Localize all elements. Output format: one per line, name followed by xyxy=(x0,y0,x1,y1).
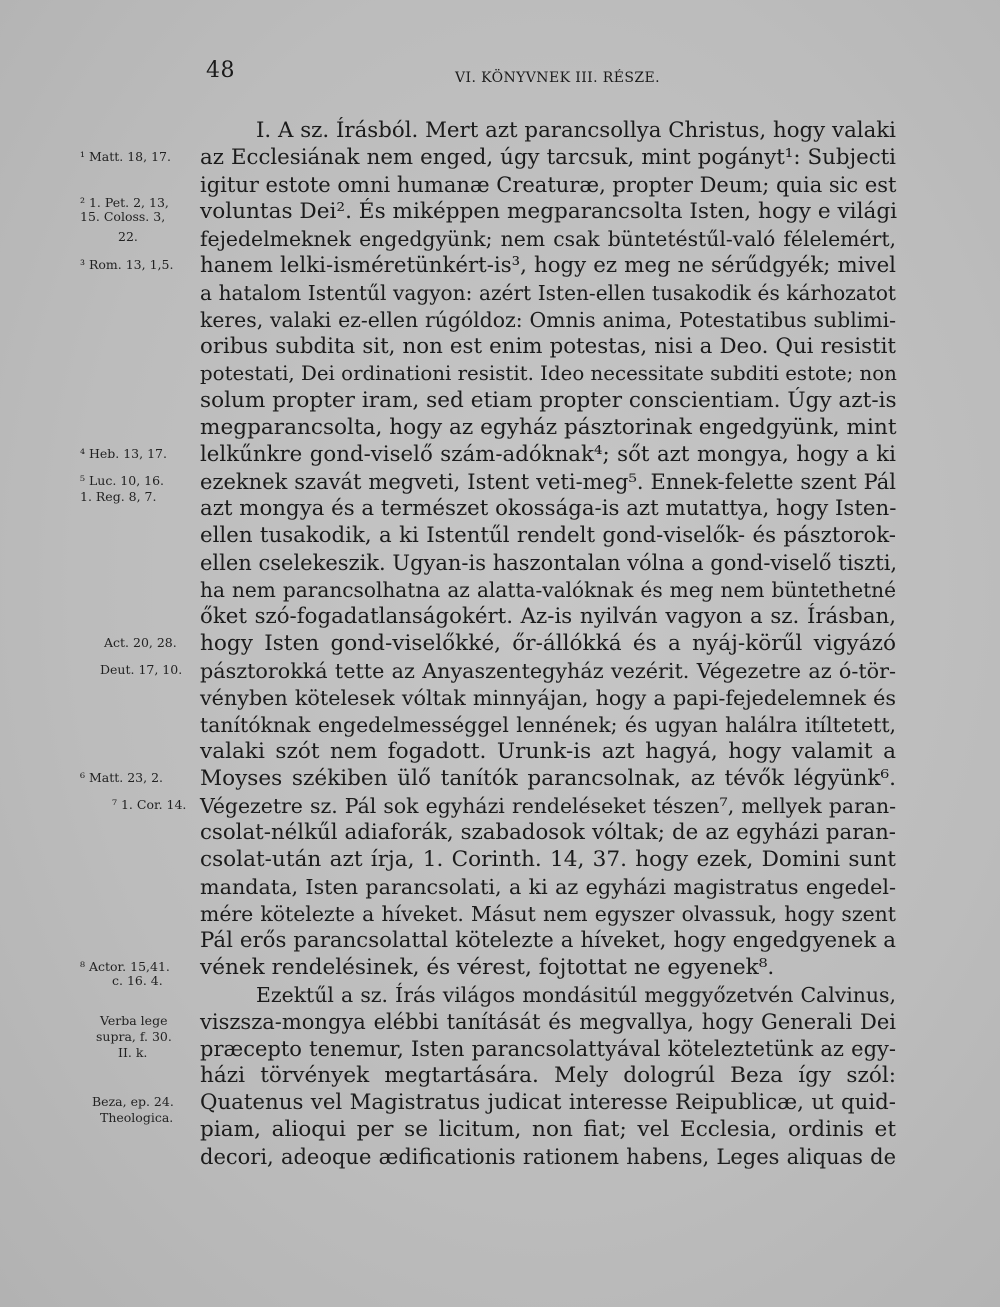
body-line: megparancsolta, hogy az egyház pásztorinak engedgyünk, mint xyxy=(200,415,897,440)
margin-note: Deut. 17, 10. xyxy=(100,662,183,677)
margin-note: ² 1. Pet. 2, 13, xyxy=(80,195,169,210)
body-line: piam, alioqui per se licitum, non fiat; vel Ecclesia, ordinis et xyxy=(200,1117,896,1142)
body-line: pásztorokká tette az Anyaszentegyház vezérit. Végezetre az ó-tör- xyxy=(200,659,896,683)
body-line: Végezetre sz. Pál sok egyházi rendeléseket tészen⁷, mellyek paran- xyxy=(200,794,896,818)
margin-note: ⁸ Actor. 15,41. xyxy=(80,959,170,974)
body-line: mére kötelezte a híveket. Másut nem egyszer olvassuk, hogy szent xyxy=(200,902,896,926)
body-line: keres, valaki ez-ellen rúgóldoz: Omnis anima, Potestatibus sublimi- xyxy=(200,308,896,332)
body-line: a hatalom Istentűl vagyon: azért Isten-ellen tusakodik és kárhozatot xyxy=(200,281,896,305)
body-line: præcepto tenemur, Isten parancsolattyával köteleztetünk az egy- xyxy=(200,1037,896,1061)
margin-note: ⁶ Matt. 23, 2. xyxy=(80,770,164,785)
body-line: őket szó-fogadatlanságokért. Az-is nyilván vagyon a sz. Írásban, xyxy=(200,604,896,629)
margin-note: supra, f. 30. xyxy=(96,1029,172,1044)
margin-note: II. k. xyxy=(118,1045,148,1060)
body-line: hanem lelki-isméretünkért-is³, hogy ez meg ne sérűdgyék; mivel xyxy=(200,253,896,278)
body-line: decori, adeoque ædificationis rationem habens, Leges aliquas de xyxy=(200,1145,896,1169)
body-line: potestati, Dei ordinationi resistit. Ideo necessitate subditi estote; non xyxy=(200,362,897,385)
body-line: fejedelmeknek engedgyünk; nem csak büntetéstűl-való félelemért, xyxy=(200,227,896,251)
body-line: házi törvények megtartására. Mely dologrúl Beza így szól: xyxy=(200,1063,896,1088)
body-line: tanítóknak engedelmességgel lennének; és ugyan halálra itíltetett, xyxy=(200,713,896,737)
body-line: Quatenus vel Magistratus judicat interesse Reipublicæ, ut quid- xyxy=(200,1090,896,1115)
body-line: lelkűnkre gond-viselő szám-adóknak⁴; sőt azt mongya, hogy a ki xyxy=(200,442,896,467)
body-line: Moyses székiben ülő tanítók parancsolnak, az tévők légyünk⁶. xyxy=(200,766,896,791)
body-line: azt mongya és a természet okossága-is azt mutattya, hogy Isten- xyxy=(200,496,897,521)
body-line: vének rendelésinek, és vérest, fojtottat ne egyenek⁸. xyxy=(200,955,775,980)
body-line: I. A sz. Írásból. Mert azt parancsollya Christus, hogy valaki xyxy=(256,118,896,143)
margin-note: Verba lege xyxy=(100,1013,168,1028)
margin-note: ⁵ Luc. 10, 16. xyxy=(80,473,165,488)
body-line: az Ecclesiának nem enged, úgy tarcsuk, mint pogányt¹: Subjecti xyxy=(200,145,896,170)
body-line: ellen tusakodik, a ki Istentűl rendelt gond-viselők- és pásztorok- xyxy=(200,523,896,548)
body-line: voluntas Dei². És miképpen megparancsolta Isten, hogy e világi xyxy=(200,199,898,224)
margin-note: ¹ Matt. 18, 17. xyxy=(80,149,171,164)
margin-note: ⁴ Heb. 13, 17. xyxy=(80,446,167,461)
body-line: solum propter iram, sed etiam propter conscientiam. Úgy azt-is xyxy=(200,388,897,413)
margin-note: 1. Reg. 8, 7. xyxy=(80,489,157,504)
body-line: oribus subdita sit, non est enim potestas, nisi a Deo. Qui resistit xyxy=(200,334,896,359)
running-title: VI. KÖNYVNEK III. RÉSZE. xyxy=(455,70,660,86)
body-line: igitur estote omni humanæ Creaturæ, propter Deum; quia sic est xyxy=(200,173,897,197)
body-line: valaki szót nem fogadott. Urunk-is azt hagyá, hogy valamit a xyxy=(200,739,896,764)
margin-note: 15. Coloss. 3, xyxy=(80,209,166,224)
margin-note: Beza, ep. 24. xyxy=(92,1094,174,1109)
body-line: viszsza-mongya elébbi tanítását és megvallya, hogy Generali Dei xyxy=(200,1010,896,1034)
margin-note: 22. xyxy=(118,229,138,244)
body-line: ha nem parancsolhatna az alatta-valóknak és meg nem büntethetné xyxy=(200,578,896,602)
body-line: hogy Isten gond-viselőkké, őr-állókká és a nyáj-körűl vigyázó xyxy=(200,631,896,656)
margin-note: Act. 20, 28. xyxy=(104,635,177,650)
body-line: csolat-nélkűl adiaforák, szabadosok vóltak; de az egyházi paran- xyxy=(200,820,896,845)
body-line: ezeknek szavát megveti, Istent veti-meg⁵. Ennek-felette szent Pál xyxy=(200,470,896,494)
margin-note: ⁷ 1. Cor. 14. xyxy=(112,797,187,812)
margin-note: c. 16. 4. xyxy=(112,973,163,988)
margin-note: ³ Rom. 13, 1,5. xyxy=(80,257,174,272)
body-line: Ezektűl a sz. Írás világos mondásitúl meggyőzetvén Calvinus, xyxy=(256,983,896,1007)
body-line: Pál erős parancsolattal kötelezte a híveket, hogy engedgyenek a xyxy=(200,928,896,953)
body-line: vényben kötelesek vóltak minnyájan, hogy a papi-fejedelemnek és xyxy=(200,686,896,710)
body-line: csolat-után azt írja, 1. Corinth. 14, 37. hogy ezek, Domini sunt xyxy=(200,847,896,872)
body-line: mandata, Isten parancsolati, a ki az egyházi magistratus engedel- xyxy=(200,875,896,899)
margin-note: Theologica. xyxy=(100,1110,174,1125)
body-line: ellen cselekeszik. Ugyan-is haszontalan vólna a gond-viselő tiszti, xyxy=(200,551,898,575)
page-number: 48 xyxy=(206,58,235,83)
